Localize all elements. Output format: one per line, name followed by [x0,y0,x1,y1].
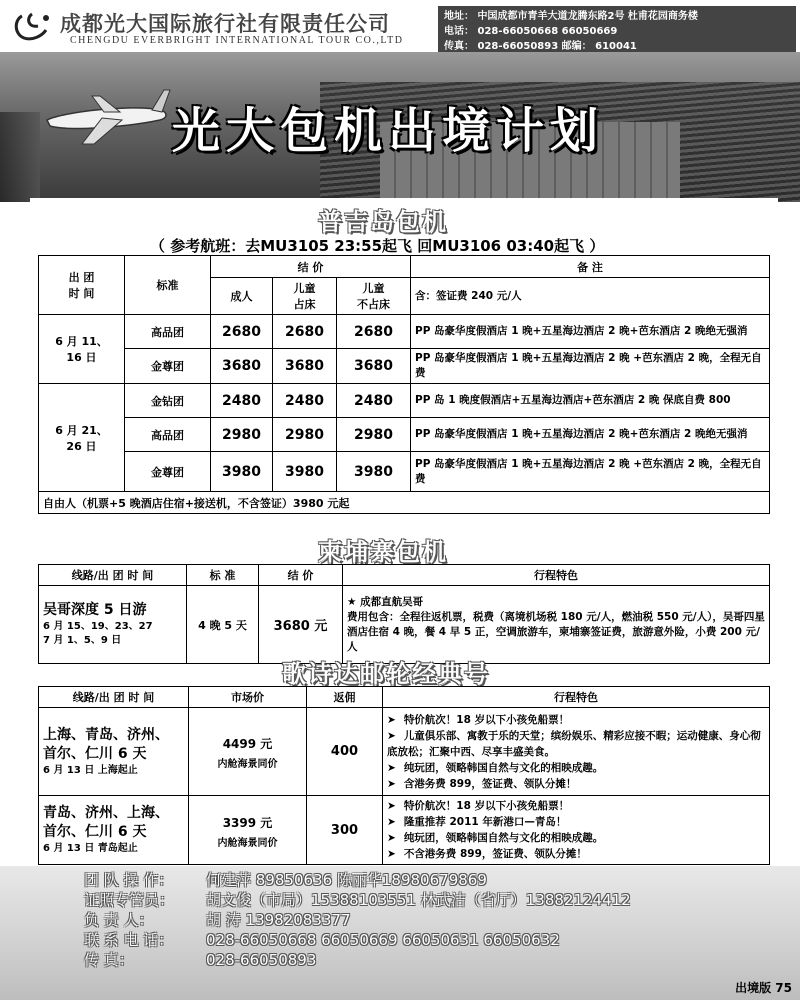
phuket-price-child-nobed: 2680 [337,315,411,349]
page-number: 出境版 75 [735,981,792,995]
company-name-cn: 成都光大国际旅行社有限责任公司 [60,11,390,36]
footer-phone-label: 联 系 电 话： [84,931,174,949]
cruise-date: 6 月 13 日 青岛起止 [43,843,138,854]
phuket-note: PP 岛豪华度假酒店 1 晚+五星海边酒店 2 晚+芭东酒店 2 晚绝无强消 [411,315,770,349]
contact-phone: 电话： 028-66050668 66050669 [444,26,618,37]
airplane-icon [42,82,172,152]
footer-manager-value: 胡 涛 13982083377 [206,911,351,929]
footer-row-phone [84,930,631,950]
cambodia-dates-2: 7 月 1、5、9 日 [43,635,122,646]
phuket-header-price: 结 价 [211,256,411,278]
cruise-cabin: 内舱海景同价 [217,837,278,849]
phuket-group-date: 6 月 21、 26 日 [39,384,125,492]
table-row [39,492,770,514]
cambodia-table [38,564,770,664]
phuket-title: 普吉岛包机 [318,207,448,236]
contact-box [438,6,796,52]
table-row [39,708,770,796]
content-panel [30,198,778,866]
table-row [39,315,770,349]
table-row [39,418,770,452]
phuket-group-date: 6 月 11、 16 日 [39,315,125,384]
cruise-header-route: 线路/出 团 时 间 [39,687,189,708]
phuket-price-child-bed: 2980 [273,418,337,452]
phuket-price-child-nobed: 3980 [337,452,411,492]
cambodia-header-standard: 标 准 [187,565,259,586]
header [0,0,800,52]
footer-row-visa [84,890,631,910]
footer-fax-value: 028-66050893 [206,951,317,969]
phuket-standard: 金尊团 [125,349,211,384]
phuket-note: PP 岛豪华度假酒店 1 晚+五星海边酒店 2 晚+芭东酒店 2 晚绝无强消 [411,418,770,452]
phuket-price-child-nobed: 2980 [337,418,411,452]
phuket-note: PP 岛豪华度假酒店 1 晚+五星海边酒店 2 晚 +芭东酒店 2 晚，全程无自费 [411,349,770,384]
phuket-header-remark-sub: 含：签证费 240 元/人 [411,278,770,315]
phuket-price-adult: 3680 [211,349,273,384]
footer-visa-label: 证照专管员： [84,891,175,909]
cambodia-route-name: 吴哥深度 5 日游 [43,602,147,618]
phuket-header-standard: 标准 [125,256,211,315]
phuket-note: PP 岛 1 晚度假酒店+五星海边酒店+芭东酒店 2 晚 保底自费 800 [411,384,770,418]
list-item: ➤ 含港务费 899，签证费、领队分摊！ [387,776,765,792]
cambodia-header-price: 结 价 [259,565,343,586]
phuket-header-child-nobed: 儿童 不占床 [337,278,411,315]
list-item: ➤ 纯玩团，领略韩国自然与文化的相映成趣。 [387,830,765,846]
phuket-price-adult: 3980 [211,452,273,492]
cambodia-title: 柬埔寨包机 [318,537,448,566]
contact-address: 地址： 中国成都市青羊大道龙腾东路2号 杜甫花园商务楼 [444,11,698,22]
cruise-route: 上海、青岛、济州、 首尔、仁川 6 天 [43,726,169,762]
cruise-rebate: 300 [307,796,383,865]
phuket-free-traveler: 自由人（机票+5 晚酒店住宿+接送机，不含签证）3980 元起 [39,492,770,514]
cambodia-price: 3680 元 [259,586,343,664]
cruise-header-features: 行程特色 [383,687,770,708]
cruise-date: 6 月 13 日 上海起止 [43,764,138,776]
phuket-header-remarks: 备 注 [411,256,770,278]
cruise-rebate: 400 [307,708,383,796]
cruise-features-list [387,712,765,792]
footer-team-label: 团 队 操 作： [84,871,174,889]
phuket-price-adult: 2480 [211,384,273,418]
cambodia-features: ★ 成都直航吴哥 费用包含：全程往返机票，税费（离境机场税 180 元/人，燃油税 550 元/人），吴哥四星酒店住宿 4 晚，餐 4 早 5 正，空调旅游车，柬埔寨签证费，旅游意外险，小费 200 元/人 [343,586,770,664]
phuket-table [38,255,770,514]
cruise-route: 青岛、济州、上海、 首尔、仁川 6 天 [43,805,169,840]
cruise-price: 4499 元 [222,737,273,751]
footer-phone-value: 028-66050668 66050669 66050631 66050632 [206,931,560,949]
phuket-header-adult: 成人 [211,278,273,315]
phuket-standard: 金尊团 [125,452,211,492]
table-row [39,349,770,384]
list-item: ➤ 不含港务费 899，签证费、领队分摊！ [387,846,765,862]
footer-visa-value: 胡文俊（市局）15388103551 林武洁（省厅）13882124412 [206,891,631,909]
phuket-standard: 高品团 [125,418,211,452]
footer-manager-label: 负 责 人： [84,911,154,929]
phuket-header-date: 出 团 时 间 [39,256,125,315]
footer-row-team [84,870,631,890]
phuket-note: PP 岛豪华度假酒店 1 晚+五星海边酒店 2 晚 +芭东酒店 2 晚，全程无自费 [411,452,770,492]
footer-fax-label: 传 真： [84,951,134,969]
banner [0,52,800,202]
cruise-price: 3399 元 [222,815,273,830]
list-item: ➤ 儿童俱乐部、寓教于乐的天堂；缤纷娱乐、精彩应接不暇；运动健康、身心彻底放松；汇聚中西、尽享丰盛美食。 [387,728,765,760]
cambodia-header-route: 线路/出 团 时 间 [39,565,187,586]
phuket-price-child-bed: 3980 [273,452,337,492]
footer-row-manager [84,910,631,930]
table-row [39,452,770,492]
footer-team-value: 何建萍 89850636 陈丽华18980679869 [206,871,487,889]
cruise-header-rebate: 返佣 [307,687,383,708]
contact-fax: 传真： 028-66050893 邮编： 610041 [444,41,637,52]
cruise-title: 歌诗达邮轮经典号 [282,659,490,688]
footer-row-fax [84,950,631,970]
phuket-price-child-nobed: 2480 [337,384,411,418]
footer-contacts [84,870,631,970]
table-row [39,586,770,664]
banner-palm [0,112,40,202]
list-item: ➤ 特价航次！18 岁以下小孩免船票！ [387,798,765,814]
phuket-price-adult: 2680 [211,315,273,349]
company-logo-icon [12,8,58,46]
list-item: ➤ 隆重推荐 2011 年新港口—青岛！ [387,814,765,830]
phuket-flight-ref: （ 参考航班：去MU3105 23:55起飞 回MU3106 03:40起飞 ） [150,237,605,255]
phuket-price-child-bed: 3680 [273,349,337,384]
list-item: ➤ 纯玩团，领略韩国自然与文化的相映成趣。 [387,760,765,776]
phuket-header-child-bed: 儿童 占床 [273,278,337,315]
cruise-cabin: 内舱海景同价 [217,759,278,770]
phuket-price-child-bed: 2480 [273,384,337,418]
cambodia-header-features: 行程特色 [343,565,770,586]
cambodia-dates-1: 6 月 15、19、23、27 [43,621,153,632]
phuket-standard: 高品团 [125,315,211,349]
phuket-price-child-bed: 2680 [273,315,337,349]
list-item: ➤ 特价航次！18 岁以下小孩免船票！ [387,712,765,728]
phuket-price-child-nobed: 3680 [337,349,411,384]
cruise-features-list [387,798,765,862]
company-name-en: CHENGDU EVERBRIGHT INTERNATIONAL TOUR CO.,LTD [70,35,404,46]
cruise-table [38,686,770,865]
banner-title: 光大包机出境计划 [172,103,605,159]
table-row [39,384,770,418]
table-row [39,796,770,865]
phuket-standard: 金钻团 [125,384,211,418]
cambodia-standard: 4 晚 5 天 [187,586,259,664]
cruise-header-market: 市场价 [189,687,307,708]
phuket-price-adult: 2980 [211,418,273,452]
